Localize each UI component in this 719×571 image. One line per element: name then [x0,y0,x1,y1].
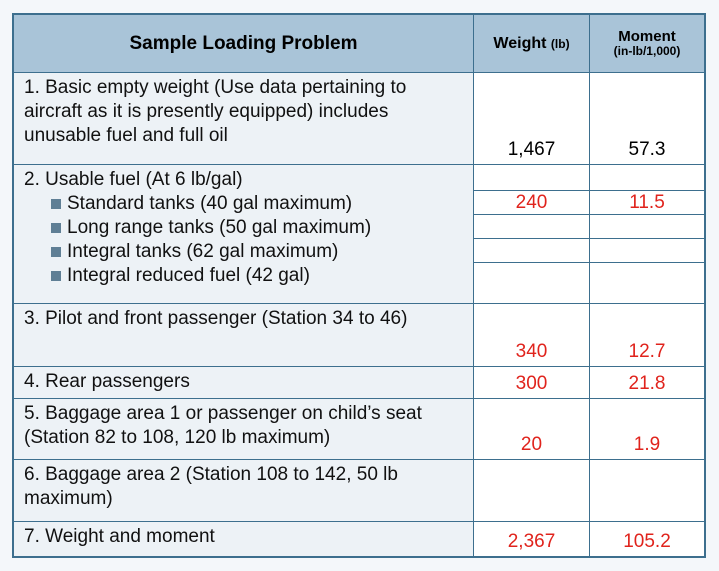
square-bullet-icon [51,271,61,281]
weight-value [474,215,589,239]
empty-cell [590,165,704,191]
square-bullet-icon [51,223,61,233]
list-item [24,192,465,216]
fuel-weight-cells [474,165,590,304]
fuel-option-label: Standard tanks (40 gal maximum) [67,193,353,215]
weight-value: 240 [474,191,589,215]
weight-value: 300 [474,366,590,399]
weight-header-label: Weight [493,34,547,52]
header-row [14,15,705,73]
row-label: 4. Rear passengers [14,366,474,399]
weight-value [474,459,590,521]
moment-value [590,263,704,287]
loading-table [13,14,705,557]
weight-value [474,239,589,263]
weight-value: 20 [474,399,590,459]
empty-cell [474,165,589,191]
table-row [14,399,705,459]
moment-value: 57.3 [590,73,705,165]
moment-column-header [590,15,705,73]
moment-value: 1.9 [590,399,705,459]
row-label: 1. Basic empty weight (Use data pertaining to aircraft as it is presently equipped) includes unusable fuel and full oil [14,73,474,165]
table-row [14,366,705,399]
moment-value: 21.8 [590,366,705,399]
row-label: 3. Pilot and front passenger (Station 34 to 46) [14,304,474,366]
weight-value [474,263,589,287]
list-item [24,216,465,240]
table-row [14,522,705,557]
table-row [14,459,705,521]
row-label: 7. Weight and moment [14,522,474,557]
table-row [14,304,705,366]
moment-value [590,215,704,239]
table-row [14,165,705,304]
moment-value [590,239,704,263]
moment-value: 11.5 [590,191,704,215]
loading-table-frame [12,13,706,558]
fuel-row-cell [14,165,474,304]
row-label: 6. Baggage area 2 (Station 108 to 142, 50 lb maximum) [14,459,474,521]
row-label: 5. Baggage area 1 or passenger on child’s seat (Station 82 to 108, 120 lb maximum) [14,399,474,459]
weight-value: 340 [474,304,590,366]
square-bullet-icon [51,199,61,209]
fuel-moment-cells [590,165,705,304]
list-item [24,240,465,264]
moment-header-label: Moment [618,27,676,45]
moment-value [590,459,705,521]
moment-value: 105.2 [590,522,705,557]
row-label: 2. Usable fuel (At 6 lb/gal) [24,169,243,191]
table-row [14,73,705,165]
moment-header-unit: (in-lb/1,000) [613,43,681,58]
fuel-option-label: Integral reduced fuel (42 gal) [67,265,310,287]
weight-column-header [474,15,590,73]
list-item [24,264,465,288]
weight-header-unit: (lb) [550,36,570,51]
moment-value: 12.7 [590,304,705,366]
square-bullet-icon [51,247,61,257]
fuel-option-label: Long range tanks (50 gal maximum) [67,217,372,239]
table-title: Sample Loading Problem [14,15,474,73]
fuel-option-label: Integral tanks (62 gal maximum) [67,241,339,263]
weight-value: 1,467 [474,73,590,165]
weight-value: 2,367 [474,522,590,557]
